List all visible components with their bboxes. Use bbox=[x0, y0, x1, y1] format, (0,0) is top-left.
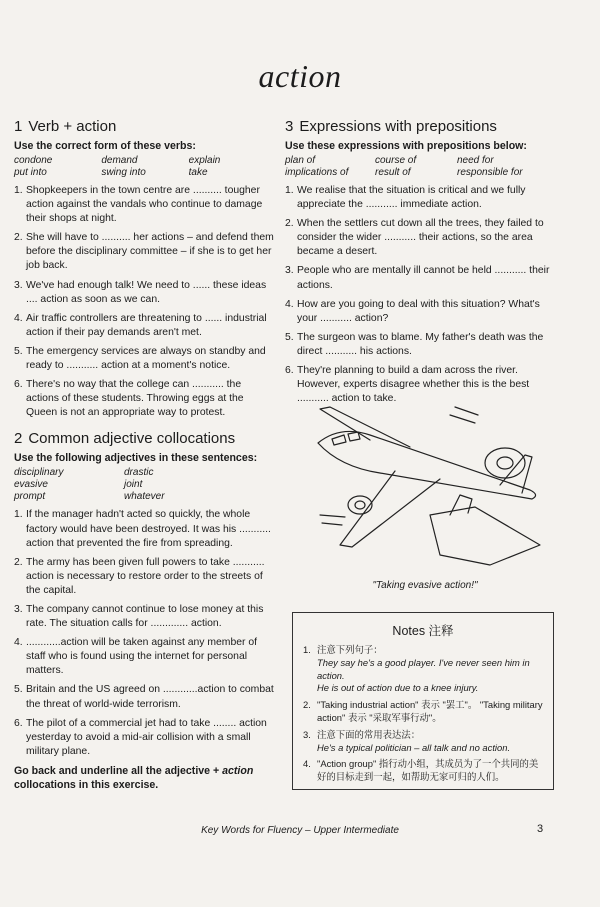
word: demand bbox=[101, 155, 138, 166]
exercise-item: 1. Shopkeepers in the town centre are .......... tougher action against the vandals who continue to damage their shops at night. bbox=[14, 185, 263, 225]
airplane-tail bbox=[500, 455, 532, 493]
page-title: action bbox=[258, 58, 342, 94]
section-verb-action bbox=[14, 118, 276, 420]
exercise-item: 2. She will have to .......... her actions – and defend them before the disciplinary committee – if she is to get her job back. bbox=[14, 232, 274, 272]
exercise-item: 6. They're planning to build a dam across the river. However, experts disagree whether this is the best ........... action to take. bbox=[285, 365, 530, 405]
instruction: Use these expressions with prepositions below: bbox=[285, 140, 527, 152]
note-item: 4. "Action group" 指行动小组，其成员为了一个共同的美好的目标走到一起，如帮助无家可归的人们。 bbox=[303, 758, 539, 783]
fighter-plane bbox=[450, 495, 472, 515]
word: result of bbox=[375, 167, 411, 178]
word: joint bbox=[124, 479, 143, 491]
exercise-list bbox=[14, 184, 276, 420]
exercise-item: 1. If the manager hadn't acted so quickly, the whole factory would have been destroyed. It was his ........... action that prevented the fire from spreading. bbox=[14, 509, 271, 549]
instruction: Use the following adjectives in these sentences: bbox=[14, 452, 258, 465]
exercise-item: 6. The pilot of a commercial jet had to take ........ action yesterday to avoid a mid-air collision with a small military plane. bbox=[14, 717, 267, 757]
section-number: 3 bbox=[285, 118, 294, 135]
airplane-engine bbox=[348, 496, 372, 514]
note-example: They say he's a good player. I've never seen him in action. bbox=[317, 656, 530, 681]
word: prompt bbox=[14, 491, 46, 503]
section-number: 2 bbox=[14, 430, 23, 448]
exercise-list bbox=[285, 184, 555, 406]
page-number: 3 bbox=[537, 823, 544, 835]
exercise-item: 3. People who are mentally ill cannot be held ........... their actions. bbox=[285, 265, 550, 291]
exercise-item: 4. ............action will be taken against any member of staff who is found using the internet for personal matters. bbox=[14, 637, 258, 677]
section-heading-text: Verb + action bbox=[28, 118, 117, 135]
fighter-plane bbox=[430, 507, 540, 565]
word-box bbox=[14, 155, 276, 178]
exercise-item: 1. We realise that the situation is critical and we fully appreciate the ........... immediate action. bbox=[285, 185, 526, 211]
exercise-item: 2. When the settlers cut down all the trees, they failed to consider the wider ........... their actions, so the area became a desert. bbox=[285, 218, 544, 258]
page-footer: Key Words for Fluency – Upper Intermediate bbox=[201, 825, 399, 836]
illustration-caption: "Taking evasive action!" bbox=[372, 580, 478, 591]
exercise-item: 5. Britain and the US agreed on ............action to combat the threat of world-wide terrorism. bbox=[14, 684, 274, 710]
exercise-item: 4. How are you going to deal with this situation? What's your ........... action? bbox=[285, 298, 540, 324]
notes-list bbox=[303, 644, 543, 784]
airplane-engine bbox=[497, 457, 513, 469]
word: evasive bbox=[14, 479, 48, 491]
word: put into bbox=[14, 167, 47, 178]
exercise-item: 2. The army has been given full powers to take ........... action is necessary to restore order to the streets of the capital. bbox=[14, 556, 265, 596]
exercise-item: 3. We've had enough talk! We need to ...... these ideas .... action as soon as we can. bbox=[14, 279, 267, 305]
section-number: 1 bbox=[14, 118, 23, 135]
right-column bbox=[285, 118, 555, 411]
section-expressions-prepositions bbox=[285, 118, 555, 406]
word: take bbox=[188, 167, 208, 178]
section-heading-text: Common adjective collocations bbox=[28, 430, 236, 448]
word: explain bbox=[188, 155, 221, 166]
notes-box bbox=[292, 612, 554, 790]
word: swing into bbox=[101, 167, 146, 178]
notes-title: Notes 注释 bbox=[392, 624, 454, 638]
section-heading-text: Expressions with prepositions bbox=[299, 118, 497, 135]
section-heading bbox=[14, 430, 276, 447]
word-box bbox=[285, 155, 555, 178]
note-item: 2. "Taking industrial action" 表示 "罢工"。 "Taking military action" 表示 "采取军事行动"。 bbox=[303, 699, 543, 723]
note-item: 1. 注意下列句子： They say he's a good player. I've never seen him in action. He is out of action due to a knee injury. bbox=[303, 644, 543, 695]
word: plan of bbox=[285, 155, 316, 166]
airplane-engine bbox=[355, 501, 365, 509]
exercise-list bbox=[14, 508, 276, 759]
word-box bbox=[14, 467, 276, 502]
exercise-item: 3. The company cannot continue to lose money at this rate. The situation calls for ............. action. bbox=[14, 603, 264, 630]
word: implications of bbox=[285, 167, 349, 178]
airplane-wing bbox=[320, 407, 410, 447]
section-adjective-collocations bbox=[14, 430, 276, 792]
note-item: 3. 注意下面的常用表达法： He's a typical politician – all talk and no action. bbox=[303, 729, 543, 755]
word: drastic bbox=[124, 467, 154, 479]
exercise-item: 6. There's no way that the college can ........... the actions of these students. Throwing eggs at the Queen is not an appropriate way to protest. bbox=[14, 379, 244, 419]
section-heading bbox=[285, 118, 555, 135]
section-heading bbox=[14, 118, 276, 135]
exercise-item: 5. The emergency services are always on standby and ready to ........... action at a moment's notice. bbox=[14, 345, 266, 372]
note-example: He's a typical politician – all talk and no action. bbox=[317, 741, 511, 753]
word: responsible for bbox=[457, 167, 523, 178]
final-instruction: Go back and underline all the adjective + action collocations in this exercise. bbox=[14, 764, 254, 791]
word: course of bbox=[375, 155, 417, 166]
word: need for bbox=[457, 155, 494, 166]
exercise-item: 5. The surgeon was to blame. My father's death was the direct ........... his actions. bbox=[285, 331, 544, 357]
cockpit-window bbox=[332, 435, 346, 445]
airplane-wing bbox=[340, 471, 440, 547]
note-example: He is out of action due to a knee injury. bbox=[317, 682, 479, 694]
airplane-illustration bbox=[300, 395, 550, 575]
word: whatever bbox=[124, 491, 165, 503]
exercise-item: 4. Air traffic controllers are threatening to ...... industrial action if their pay demands aren't met. bbox=[14, 312, 267, 338]
word: condone bbox=[14, 155, 53, 166]
instruction: Use the correct form of these verbs: bbox=[14, 140, 196, 152]
word: disciplinary bbox=[14, 467, 64, 479]
left-column bbox=[14, 118, 276, 792]
